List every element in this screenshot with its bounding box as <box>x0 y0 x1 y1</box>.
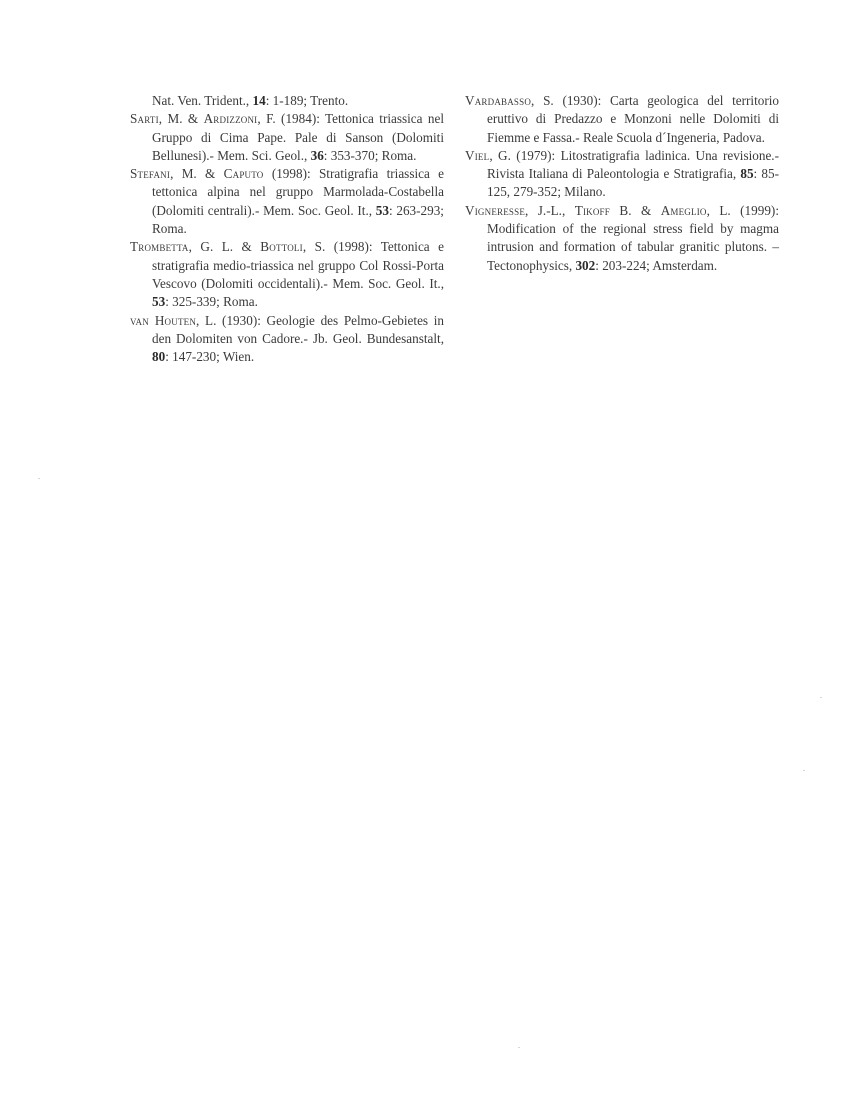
reference-text: , M. & <box>158 111 204 127</box>
reference-text: : 263-293; Roma. <box>152 202 444 237</box>
references-column-right <box>465 92 779 275</box>
author-name: Ardizzoni <box>203 111 258 127</box>
scan-speck <box>820 697 822 698</box>
author-name: Stefani <box>130 166 171 182</box>
reference-text: Nat. Ven. Trident., <box>152 93 253 108</box>
reference-text: , S. (1998): Tettonica e stratigrafia medio-triassica nel gruppo Col Rossi-Porta Vescovo (Dolomiti occidentali).- Mem. Soc. Geol. It., <box>152 239 444 291</box>
author-name: Bottoli <box>260 239 303 255</box>
reference-entry <box>465 202 779 275</box>
reference-text: : 85-125, 279-352; Milano. <box>487 166 779 200</box>
volume-number: 14 <box>252 93 266 108</box>
volume-number: 80 <box>152 349 166 365</box>
scan-speck <box>38 478 40 479</box>
author-name: Caputo <box>223 166 264 182</box>
reference-text: , L. (1930): Geologie des Pelmo-Gebietes in den Dolomiten von Cadore.- Jb. Geol. Bundesanstalt, <box>152 312 444 346</box>
author-name: Sarti <box>130 111 159 127</box>
reference-text: , J.-L., <box>525 202 575 218</box>
reference-continuation <box>130 92 444 110</box>
reference-text: , M. & <box>170 166 224 182</box>
volume-number: 36 <box>310 147 324 163</box>
reference-text: , L. (1999): Modification of the regional stress field by magma intrusion and formation of tabular granitic plutons. – Tectonophysics, <box>487 202 779 273</box>
author-name: Vardabasso <box>465 93 532 108</box>
reference-entry <box>130 165 444 238</box>
reference-entry <box>130 312 444 367</box>
author-name: Trombetta <box>130 239 189 255</box>
author-name: Tikoff <box>574 202 610 218</box>
reference-text: : 325-339; Roma. <box>165 294 258 310</box>
references-column-left <box>130 92 444 366</box>
reference-text: : 203-224; Amsterdam. <box>595 257 718 273</box>
volume-number: 85 <box>740 166 754 182</box>
author-name: van Houten <box>130 312 197 328</box>
reference-entry <box>130 110 444 165</box>
reference-text: : 1-189; Trento. <box>265 93 349 108</box>
reference-text: (1998): Stratigrafia triassica e tettonica alpina nel gruppo Marmolada-Costabella (Dolomiti centrali).- Mem. Soc. Geol. It., <box>152 166 444 218</box>
reference-text: , S. (1930): Carta geologica del territorio eruttivo di Predazzo e Monzoni nelle Dolomiti di Fiemme e Fassa.- Reale Scuola d´Ingeneria, Padova. <box>487 93 779 145</box>
author-name: Viel <box>465 147 490 163</box>
author-name: Ameglio <box>660 202 707 218</box>
author-name: Vigneresse <box>465 202 526 218</box>
volume-number: 302 <box>575 257 596 273</box>
reference-text: , G. (1979): Litostratigrafia ladinica. Una revisione.- Rivista Italiana di Paleontologia e Stratigrafia, <box>487 147 779 182</box>
reference-text: B. & <box>609 202 661 218</box>
volume-number: 53 <box>375 202 389 218</box>
volume-number: 53 <box>152 294 166 310</box>
reference-text: , F. (1984): Tettonica triassica nel Gruppo di Cima Pape. Pale di Sanson (Dolomiti Bellunesi).- Mem. Sci. Geol., <box>152 111 444 163</box>
scan-speck <box>518 1047 520 1048</box>
reference-entry <box>465 147 779 202</box>
reference-entry <box>130 238 444 311</box>
reference-text: , G. L. & <box>188 239 261 255</box>
reference-text: : 147-230; Wien. <box>165 349 255 365</box>
reference-text: : 353-370; Roma. <box>323 147 417 163</box>
scan-speck <box>803 770 805 771</box>
reference-entry <box>465 92 779 147</box>
